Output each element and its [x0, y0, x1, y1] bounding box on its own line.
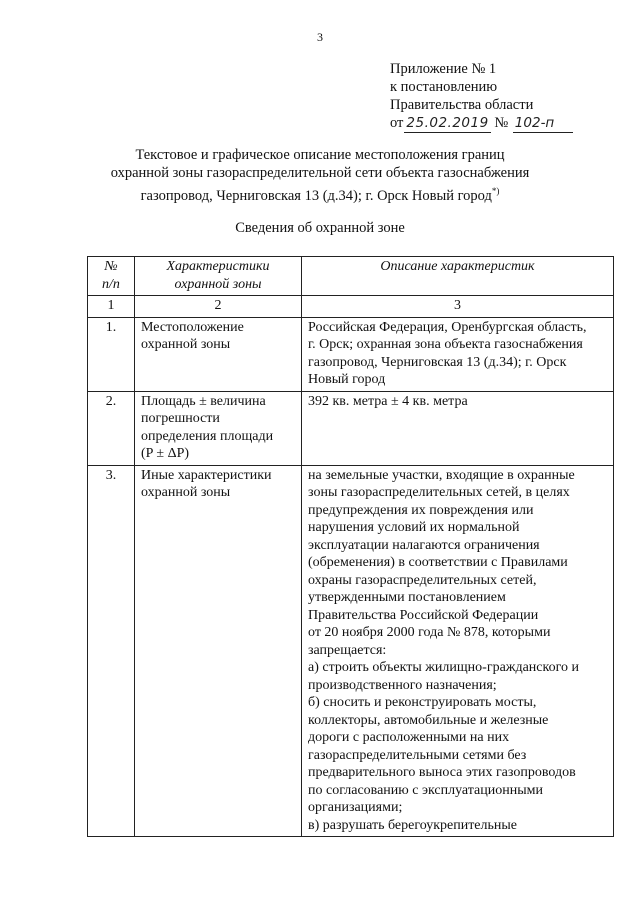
- footnote-mark: *): [491, 186, 500, 196]
- title-line-1: Текстовое и графическое описание местоположения границ: [135, 147, 505, 163]
- document-title: [90, 146, 550, 205]
- row-characteristic: Площадь ± величина погрешности определения площади (P ± ΔP): [135, 391, 302, 465]
- row-number: 2.: [88, 391, 135, 465]
- table-row: [88, 317, 614, 391]
- number-prefix: №: [494, 115, 509, 131]
- table-header-row: [88, 257, 614, 296]
- row-characteristic: Иные характеристики охранной зоны: [135, 465, 302, 837]
- table-row: [88, 391, 614, 465]
- handwritten-date: 25.02.2019: [406, 115, 489, 131]
- row-number: 3.: [88, 465, 135, 837]
- handwritten-number: 102-п: [513, 114, 573, 133]
- appendix-line-2: к постановлению: [390, 79, 498, 95]
- table-index-row: [88, 296, 614, 318]
- header-number: № п/п: [88, 257, 135, 296]
- page-number: 3: [317, 30, 323, 44]
- title-line-3: [90, 182, 550, 205]
- row-number: 1.: [88, 317, 135, 391]
- header-characteristics: Характеристики охранной зоны: [135, 257, 302, 296]
- title-line-3-text: газопровод, Черниговская 13 (д.34); г. Орск Новый город: [140, 187, 492, 204]
- index-cell-3: 3: [302, 296, 614, 318]
- table-row: [88, 465, 614, 837]
- header-description: Описание характеристик: [302, 257, 614, 296]
- protection-zone-table: [87, 256, 614, 837]
- row-description: на земельные участки, входящие в охранные зоны газораспределительных сетей, в целях предупреждения их повреждения или нарушения условий их нормальной эксплуатации налагаются ограничения (обременения) в соответствии с Правилами охраны газораспределительных сетей, утвержденными постановлением Правительства Российской Федерации от 20 ноября 2000 года № 878, которыми запрещается: а) строить объекты жилищно-гражданского и производственного назначения; б) сносить и реконструировать мосты, коллекторы, автомобильные и железные дороги с расположенными на них газораспределительными сетями без предварительного выноса этих газопроводов по согласованию с эксплуатационными организациями; в) разрушать берегоукрепительные: [302, 465, 614, 837]
- row-characteristic: Местоположение охранной зоны: [135, 317, 302, 391]
- index-cell-1: 1: [88, 296, 135, 318]
- row-description: 392 кв. метра ± 4 кв. метра: [302, 391, 614, 465]
- appendix-line-1: Приложение № 1: [390, 61, 497, 77]
- appendix-line-3: Правительства области: [390, 97, 534, 113]
- appendix-date-line: [390, 114, 573, 133]
- row-description: Российская Федерация, Оренбургская область, г. Орск; охранная зона объекта газоснабжения газопровод, Черниговская 13 (д.34); г. Орск Новый город: [302, 317, 614, 391]
- appendix-block: [390, 60, 573, 133]
- section-title: Сведения об охранной зоне: [235, 220, 405, 236]
- date-prefix: от: [390, 115, 404, 131]
- title-line-2: охранной зоны газораспределительной сети объекта газоснабжения: [110, 165, 530, 181]
- index-cell-2: 2: [135, 296, 302, 318]
